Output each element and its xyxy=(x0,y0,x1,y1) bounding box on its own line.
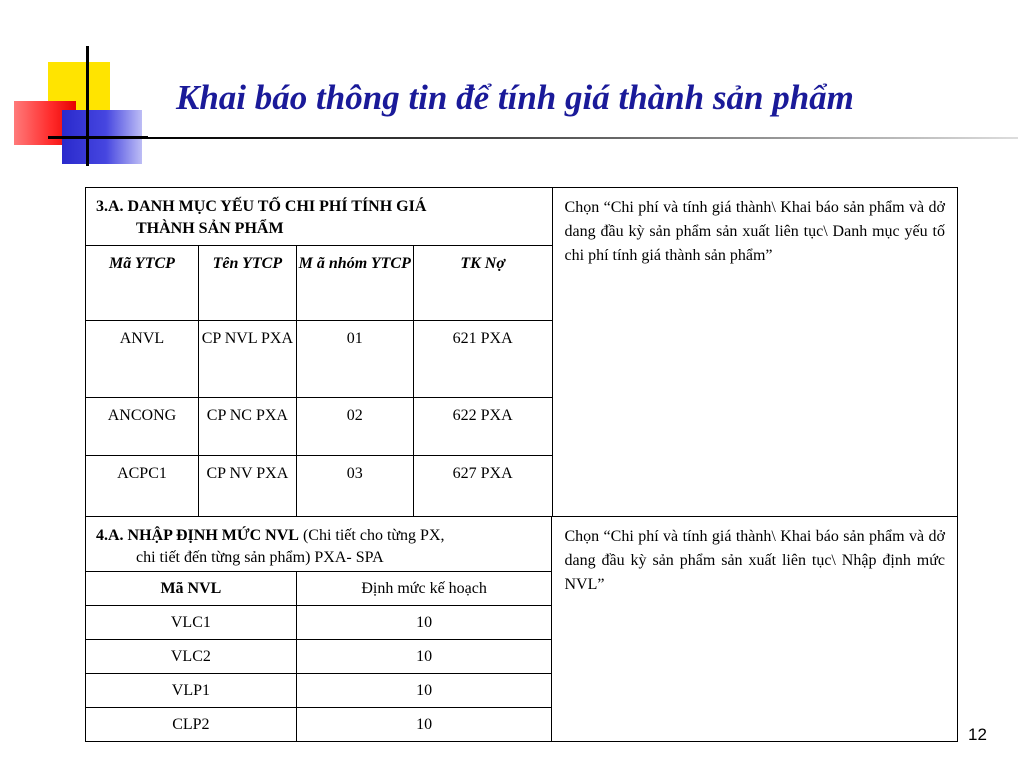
slide-logo xyxy=(0,0,160,170)
section2-heading-bold: 4.A. NHẬP ĐỊNH MỨC NVL xyxy=(96,527,299,544)
table-cell: 10 xyxy=(296,674,552,708)
slide-title: Khai báo thông tin để tính giá thành sản phẩm xyxy=(176,78,854,117)
table-cell: 627 PXA xyxy=(413,456,552,517)
section1-note: Chọn “Chi phí và tính giá thành\ Khai báo sản phẩm và dở dang đầu kỳ sản phẩm sản xuất liên tục\ Danh mục yếu tố chi phí tính giá thành sản phẩm” xyxy=(552,188,957,517)
table-cell: 621 PXA xyxy=(413,321,552,398)
table-cell: VLC1 xyxy=(86,606,297,640)
section2-heading xyxy=(86,517,552,572)
column-header: Định mức kế hoạch xyxy=(296,572,552,606)
column-header: M ã nhóm YTCP xyxy=(296,246,413,321)
logo-vertical-line xyxy=(86,46,89,166)
column-header: Tên YTCP xyxy=(198,246,296,321)
section2-heading-line2: chi tiết đến từng sản phẩm) PXA- SPA xyxy=(136,549,384,566)
table-cell: CLP2 xyxy=(86,708,297,742)
logo-horizontal-line xyxy=(48,136,148,139)
table-cell: CP NC PXA xyxy=(198,398,296,456)
section2-note: Chọn “Chi phí và tính giá thành\ Khai báo sản phẩm và dở dang đầu kỳ sản phẩm sản xuất liên tục\ Nhập định mức NVL” xyxy=(552,517,958,742)
section1-heading xyxy=(86,188,553,246)
table-cell: 622 PXA xyxy=(413,398,552,456)
table-cell: VLP1 xyxy=(86,674,297,708)
table-cell: ANCONG xyxy=(86,398,199,456)
column-header: Mã NVL xyxy=(86,572,297,606)
section1-heading-line2: THÀNH SẢN PHẨM xyxy=(136,220,284,237)
table-cell: 10 xyxy=(296,708,552,742)
cost-element-table xyxy=(85,187,958,517)
table-cell: VLC2 xyxy=(86,640,297,674)
table-cell: CP NV PXA xyxy=(198,456,296,517)
material-norm-table xyxy=(85,516,958,742)
table-cell: 10 xyxy=(296,640,552,674)
table-cell: 03 xyxy=(296,456,413,517)
table-cell: 10 xyxy=(296,606,552,640)
table-cell: CP NVL PXA xyxy=(198,321,296,398)
section1-heading-line1: 3.A. DANH MỤC YẾU TỐ CHI PHÍ TÍNH GIÁ xyxy=(96,198,427,215)
table-cell: 02 xyxy=(296,398,413,456)
table-cell: ANVL xyxy=(86,321,199,398)
page-number: 12 xyxy=(968,725,987,744)
column-header: Mã YTCP xyxy=(86,246,199,321)
column-header: TK Nợ xyxy=(413,246,552,321)
title-underline xyxy=(148,137,1018,139)
table-cell: 01 xyxy=(296,321,413,398)
table-cell: ACPC1 xyxy=(86,456,199,517)
section2-heading-rest: (Chi tiết cho từng PX, xyxy=(298,527,445,544)
